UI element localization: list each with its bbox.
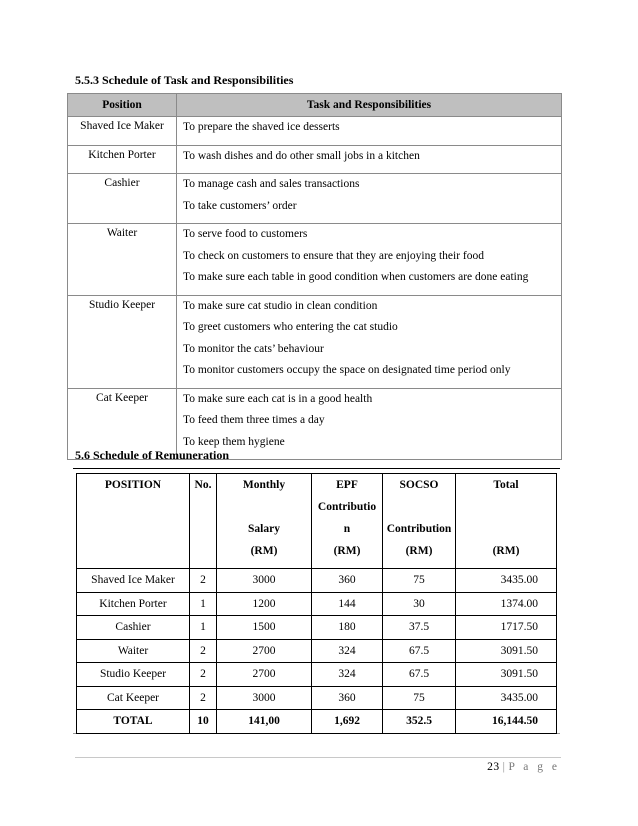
remuneration-row — [77, 569, 557, 593]
total-cell: 3091.50 — [456, 639, 557, 663]
tasks-row — [68, 295, 562, 388]
epf-cell: 324 — [312, 663, 383, 687]
position-cell: Kitchen Porter — [68, 145, 177, 174]
position-cell: Studio Keeper — [68, 295, 177, 388]
header-line: n — [343, 523, 351, 535]
epf-cell: 1,692 — [312, 710, 383, 734]
section-heading-tasks: 5.5.3 Schedule of Task and Responsibilities — [75, 73, 294, 87]
position-cell: Cat Keeper — [77, 686, 190, 710]
footer-separator: | — [502, 761, 506, 773]
header-line — [456, 518, 556, 540]
task-item: To manage cash and sales transactions — [183, 178, 360, 190]
socso-cell: 352.5 — [383, 710, 456, 734]
header-line: (RM) — [333, 545, 361, 557]
tasks-table — [67, 93, 562, 460]
tasks-row — [68, 174, 562, 224]
salary-cell: 1500 — [217, 616, 312, 640]
header-line: Contribution — [386, 523, 452, 535]
remuneration-header-row — [77, 474, 557, 569]
total-cell: 3091.50 — [456, 663, 557, 687]
remuneration-row — [77, 639, 557, 663]
task-item: To take customers’ order — [183, 199, 297, 212]
tasks-row — [68, 224, 562, 296]
total-cell: 3435.00 — [456, 569, 557, 593]
position-cell: Cashier — [77, 616, 190, 640]
task-item: To keep them hygiene — [183, 435, 285, 448]
header-position: Position — [68, 94, 177, 117]
tasks-row — [68, 145, 562, 174]
header-line: Contributio — [317, 501, 377, 513]
no-cell: 1 — [190, 592, 217, 616]
position-cell: Studio Keeper — [77, 663, 190, 687]
no-cell: 2 — [190, 569, 217, 593]
salary-cell: 3000 — [217, 569, 312, 593]
epf-cell: 180 — [312, 616, 383, 640]
header-line: (RM) — [405, 545, 433, 557]
task-item: To check on customers to ensure that they are enjoying their food — [183, 249, 484, 262]
header-line — [456, 496, 556, 518]
header-tasks: Task and Responsibilities — [177, 94, 562, 117]
header-line: (RM) — [250, 545, 278, 557]
total-cell: 1374.00 — [456, 592, 557, 616]
total-cell: 16,144.50 — [456, 710, 557, 734]
no-cell: 10 — [190, 710, 217, 734]
header-epf — [312, 474, 383, 569]
tasks-cell — [177, 174, 562, 224]
position-cell: Shaved Ice Maker — [68, 117, 177, 146]
no-cell: 1 — [190, 616, 217, 640]
task-item: To serve food to customers — [183, 228, 308, 240]
socso-cell: 30 — [383, 592, 456, 616]
task-item: To make sure each table in good condition when customers are done eating — [183, 271, 529, 283]
task-item: To feed them three times a day — [183, 414, 325, 426]
salary-cell: 3000 — [217, 686, 312, 710]
position-cell: Cat Keeper — [68, 388, 177, 460]
total-cell: 1717.50 — [456, 616, 557, 640]
epf-cell: 144 — [312, 592, 383, 616]
header-line: SOCSO — [399, 479, 439, 491]
socso-cell: 67.5 — [383, 639, 456, 663]
page-number: 23 — [487, 761, 500, 773]
header-socso — [383, 474, 456, 569]
task-item: To make sure cat studio in clean condition — [183, 299, 378, 312]
header-position: POSITION — [77, 474, 190, 569]
header-line: Salary — [248, 523, 280, 535]
header-line: Monthly — [242, 479, 286, 491]
header-line: Total — [493, 479, 519, 491]
socso-cell: 75 — [383, 569, 456, 593]
task-item: To greet customers who entering the cat studio — [183, 321, 398, 333]
task-item: To monitor customers occupy the space on designated time period only — [183, 364, 511, 376]
tasks-cell — [177, 388, 562, 460]
salary-cell: 141,00 — [217, 710, 312, 734]
header-monthly-salary — [217, 474, 312, 569]
tasks-cell — [177, 224, 562, 296]
header-line: EPF — [336, 479, 358, 491]
tasks-row — [68, 117, 562, 146]
remuneration-table — [76, 473, 557, 734]
salary-cell: 2700 — [217, 663, 312, 687]
header-line — [383, 496, 455, 518]
remuneration-row — [77, 663, 557, 687]
tasks-cell — [177, 295, 562, 388]
remuneration-row — [77, 592, 557, 616]
no-cell: 2 — [190, 686, 217, 710]
position-cell: TOTAL — [77, 710, 190, 734]
no-cell: 2 — [190, 639, 217, 663]
epf-cell: 360 — [312, 686, 383, 710]
socso-cell: 75 — [383, 686, 456, 710]
header-line — [217, 496, 311, 518]
section-heading-remuneration: 5.6 Schedule of Remuneration — [75, 448, 229, 462]
position-cell: Waiter — [77, 639, 190, 663]
epf-cell: 324 — [312, 639, 383, 663]
footer-divider — [75, 757, 561, 758]
remuneration-row — [77, 686, 557, 710]
page-label: P a g e — [508, 761, 560, 773]
socso-cell: 37.5 — [383, 616, 456, 640]
salary-cell: 1200 — [217, 592, 312, 616]
total-cell: 3435.00 — [456, 686, 557, 710]
task-item: To wash dishes and do other small jobs in a kitchen — [183, 149, 420, 162]
header-total — [456, 474, 557, 569]
tasks-cell — [177, 117, 562, 146]
remuneration-row — [77, 616, 557, 640]
position-cell: Waiter — [68, 224, 177, 296]
no-cell: 2 — [190, 663, 217, 687]
page-footer — [487, 761, 560, 773]
task-item: To prepare the shaved ice desserts — [183, 121, 340, 133]
epf-cell: 360 — [312, 569, 383, 593]
header-line: (RM) — [492, 545, 520, 557]
remuneration-table-frame — [73, 468, 560, 734]
task-item: To make sure each cat is in a good health — [183, 392, 373, 405]
socso-cell: 67.5 — [383, 663, 456, 687]
position-cell: Kitchen Porter — [77, 592, 190, 616]
position-cell: Shaved Ice Maker — [77, 569, 190, 593]
task-item: To monitor the cats’ behaviour — [183, 342, 324, 355]
header-no: No. — [190, 474, 217, 569]
total-row — [77, 710, 557, 734]
position-cell: Cashier — [68, 174, 177, 224]
tasks-table-header — [68, 94, 562, 117]
salary-cell: 2700 — [217, 639, 312, 663]
tasks-cell — [177, 145, 562, 174]
